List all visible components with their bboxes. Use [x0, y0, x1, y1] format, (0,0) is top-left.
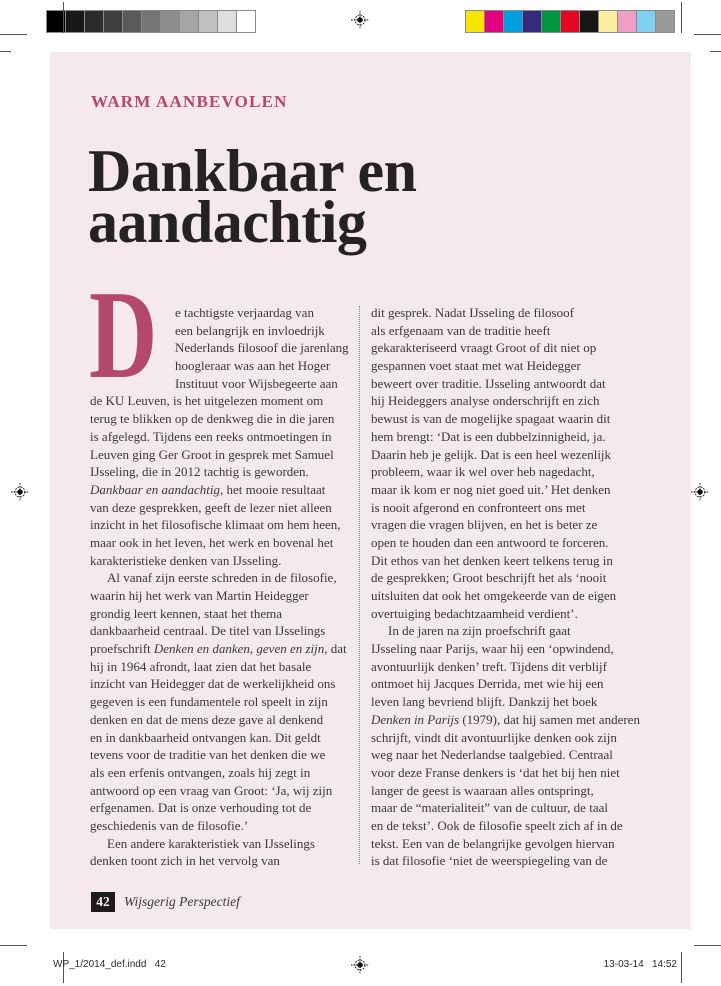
text-line: de KU Leuven, is het uitgelezen moment om [90, 393, 324, 409]
text-line: en in dankbaarheid ontvangen kan. Dit geldt [90, 729, 321, 745]
text-line: maar ook in het leven, het werk en bovenal het [90, 534, 334, 550]
registration-mark-icon [691, 483, 709, 501]
text-line: tekst. Een van de belangrijke gevolgen hiervan [371, 835, 615, 851]
article-title-line1: Dankbaar en [88, 138, 417, 204]
text-line: bewust is van de mogelijke spagaat waarin dit [371, 411, 611, 427]
magazine-title: Wijsgerig Perspectief [124, 894, 240, 909]
text-line: hoogleraar was aan het Hoger [175, 358, 331, 374]
calibration-swatch [104, 11, 123, 32]
crop-mark [63, 2, 64, 33]
text-line: Een andere karakteristiek van IJsselings [107, 835, 315, 851]
text-line: Al vanaf zijn eerste schreden in de filosofie, [107, 570, 337, 586]
crop-mark [0, 51, 11, 52]
text-line: hij in 1964 afrondt, laat zien dat het basale [90, 658, 312, 674]
section-kicker: WARM AANBEVOLEN [91, 92, 288, 111]
page-footer [91, 892, 240, 912]
text-line: overtuiging bedachtzaamheid verdient’. [371, 605, 578, 621]
calibration-swatch [599, 11, 618, 32]
text-line: denken en dat de mens deze gave al denkend [90, 711, 324, 727]
calibration-swatch [618, 11, 637, 32]
text-line: als erfgenaam van de traditie heeft [371, 322, 551, 338]
calibration-swatch [199, 11, 218, 32]
calibration-swatch [580, 11, 599, 32]
calibration-swatch [218, 11, 237, 32]
calibration-swatch [237, 11, 255, 32]
registration-mark-icon [351, 11, 369, 29]
calibration-swatch [466, 11, 485, 32]
text-column-1 [90, 304, 348, 870]
text-line: inzicht in het filosofische klimaat om hem heen, [90, 517, 341, 533]
registration-mark-icon [11, 483, 29, 501]
text-line: gegeven is een fundamentele rol speelt in zijn [90, 694, 328, 710]
text-line: inzicht van Heidegger dat de werkelijkheid ons [90, 676, 336, 692]
drop-cap: D [89, 266, 158, 405]
text-line: In de jaren na zijn proefschrift gaat [388, 623, 571, 639]
text-line: hem brengt: ‘Dat is een dubbelzinnigheid, ja. [371, 428, 606, 444]
text-line: maar de “materialiteit” van de cultuur, de taal [371, 800, 608, 816]
text-line: voor deze Franse denkers is ‘dat het bij hen niet [371, 764, 620, 780]
slug-filename: WP_1/2014_def.indd 42 [53, 959, 166, 970]
text-line: karakteristieke denken van IJsseling. [90, 552, 282, 568]
article-title-line2: aandachtig [88, 189, 367, 255]
text-line: tevens voor de traditie van het denken die we [90, 747, 326, 763]
text-line: de gesprekken; Groot beschrijft het als ‘nooit [371, 570, 607, 586]
text-line: terug te blikken op de denkweg die in die jaren [90, 411, 335, 427]
text-line: Nederlands filosoof die jarenlang [175, 340, 349, 356]
calibration-swatch [561, 11, 580, 32]
text-line: van deze gesprekken, geeft de lezer niet alleen [90, 499, 332, 515]
calibration-swatch [142, 11, 161, 32]
text-line: is dat filosofie ‘niet de weerspiegeling van de [371, 853, 608, 869]
calibration-swatch [180, 11, 199, 32]
text-line: e tachtigste verjaardag van [175, 305, 314, 320]
text-line: geschiedenis van de filosofie.’ [90, 817, 249, 833]
text-line: Dankbaar en aandachtig, het mooie resultaat [90, 481, 326, 497]
crop-mark [694, 945, 721, 946]
crop-mark [681, 952, 682, 983]
text-line: antwoord op een vraag van Groot: ‘Ja, wij zijn [90, 782, 333, 798]
color-calibration-bar [465, 10, 675, 33]
text-line: Dit ethos van het denken keert telkens terug in [371, 552, 613, 568]
crop-mark [0, 945, 27, 946]
crop-mark [0, 34, 27, 35]
text-line: en de tekst’. Ook de filosofie speelt zich af in de [371, 817, 623, 833]
slug-datetime: 13-03-14 14:52 [603, 959, 677, 970]
text-line: hij Heideggers analyse onderschrijft en zich [371, 393, 600, 409]
text-line: Instituut voor Wijsbegeerte aan [175, 375, 338, 391]
crop-mark [710, 51, 721, 52]
calibration-swatch [542, 11, 561, 32]
calibration-swatch [504, 11, 523, 32]
text-line: Daarin heb je gelijk. Dat is een heel wezenlijk [371, 446, 612, 462]
text-line: Leuven ging Ger Groot in gesprek met Samuel [90, 446, 334, 462]
article-title [88, 138, 417, 255]
text-line: denken toont zich in het vervolg van [90, 853, 280, 869]
grayscale-calibration-bar [46, 10, 256, 33]
magazine-page [50, 52, 691, 929]
text-line: Denken in Parijs (1979), dat hij samen met anderen [371, 711, 640, 727]
text-line: IJsseling, die in 2012 tachtig is geworden. [90, 464, 309, 480]
text-column-2 [371, 304, 640, 870]
text-line: vragen die vragen blijven, en het is beter ze [371, 517, 598, 533]
text-line: uitsluiten dat ook het omgekeerde van de eigen [371, 588, 617, 603]
text-line: dankbaarheid centraal. De titel van IJsselings [90, 623, 326, 639]
text-line: waarin hij het werk van Martin Heidegger [90, 588, 309, 603]
text-line: als een erfenis ontvangen, zoals hij zegt in [90, 764, 311, 780]
text-line: schrijft, vindt dit avontuurlijke denken ook zijn [371, 729, 617, 745]
calibration-swatch [656, 11, 674, 32]
text-line: is afgelegd. Tijdens een reeks ontmoetingen in [90, 428, 332, 444]
text-line: proefschrift Denken en danken, geven en zijn, dat [90, 641, 347, 657]
crop-mark [694, 34, 721, 35]
text-line: een belangrijk en invloedrijk [175, 322, 325, 338]
text-line: avontuurlijk denken’ treft. Tijdens dit verblijf [371, 658, 607, 674]
text-line: is nooit afgerond en confronteert ons met [371, 499, 586, 515]
text-line: open te houden dan een antwoord te forceren. [371, 534, 609, 550]
calibration-swatch [485, 11, 504, 32]
crop-mark [681, 2, 682, 33]
text-line: langer de geest is waaraan alles ontspringt, [371, 782, 594, 798]
calibration-swatch [66, 11, 85, 32]
text-line: gekarakteriseerd vraagt Groot of dit niet op [371, 340, 597, 356]
text-line: maar ik kom er nog niet goed uit.’ Het denken [371, 481, 611, 497]
text-line: IJsseling naar Parijs, waar hij een ‘opwindend, [371, 641, 614, 657]
text-line: leven lang bevriend blijft. Dankzij het boek [371, 694, 598, 710]
article-body [50, 304, 691, 870]
text-line: gespannen voet staat met wat Heidegger [371, 358, 581, 374]
calibration-swatch [123, 11, 142, 32]
text-line: grondig leert kennen, staat het thema [90, 605, 283, 621]
calibration-swatch [523, 11, 542, 32]
page-number-badge: 42 [91, 892, 115, 912]
text-line: beweert over traditie. IJsseling antwoordt dat [371, 375, 606, 391]
text-line: dit gesprek. Nadat IJsseling de filosoof [371, 305, 574, 320]
column-divider [359, 306, 360, 864]
calibration-swatch [85, 11, 104, 32]
text-line: ontmoet hij Jacques Derrida, met wie hij een [371, 676, 604, 692]
text-line: erfgenamen. Dat is onze verhouding tot de [90, 800, 312, 816]
registration-mark-icon [351, 956, 369, 974]
text-line: weg naar het Nederlandse taalgebied. Centraal [371, 747, 613, 763]
calibration-swatch [637, 11, 656, 32]
calibration-swatch [161, 11, 180, 32]
text-line: probleem, waar ik wel over heb nagedacht, [371, 464, 595, 480]
